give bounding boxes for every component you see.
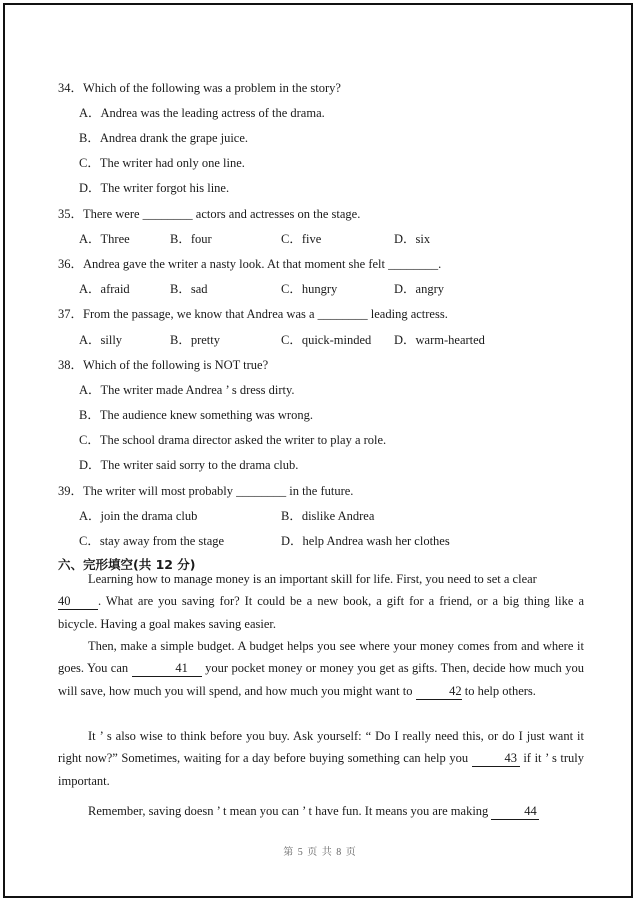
q39-option-c: C．stay away from the stage (79, 534, 225, 548)
p1-text-a: Learning how to manage money is an important skill for life. First, you need to set a clear (88, 572, 537, 586)
q34-option-b: B．Andrea drank the grape juice. (79, 131, 249, 145)
q38-option-d: D．The writer said sorry to the drama club. (79, 458, 299, 472)
q37-option-d: D．warm-hearted (394, 333, 485, 347)
p3-text-b: if it ’ s truly important. (58, 751, 585, 788)
p2-text-a: Then, make a simple budget. A budget helps you see where your money comes from and where it goes. You can (58, 639, 584, 676)
blank-44[interactable]: 44 (491, 804, 539, 820)
q37-option-b: B．pretty (170, 333, 220, 347)
blank-42[interactable]: 42 (416, 684, 462, 700)
q35-option-b: B．four (170, 232, 212, 246)
cloze-paragraph-2 (58, 635, 584, 702)
q36-option-a: A．afraid (79, 282, 130, 296)
blank-43[interactable]: 43 (472, 751, 520, 767)
section-heading: 六、完形填空(共 12 分) (58, 557, 196, 572)
page-number: 第 5 页 共 8 页 (283, 847, 357, 858)
question-35: 35．There were ________ actors and actresses on the stage. (58, 207, 361, 221)
q35-option-a: A．Three (79, 232, 130, 246)
q34-option-d: D．The writer forgot his line. (79, 181, 230, 195)
q34-option-a: A．Andrea was the leading actress of the drama. (79, 106, 325, 120)
q34-option-c: C．The writer had only one line. (79, 156, 245, 170)
p2-text-b: your pocket money or money you get as gifts. Then, decide how much you will save, how much you will spend, and how much you might want to (58, 661, 585, 698)
p3-text-a: It ’ s also wise to think before you buy. Ask yourself: “ Do I really need this, or do I just want it right now?” Sometimes, waiting for a day before buying something can help you (58, 729, 584, 766)
question-34: 34．Which of the following was a problem in the story? (58, 81, 341, 95)
p2-text-c: to help others. (464, 683, 536, 698)
blank-40[interactable]: 40 (58, 594, 98, 610)
q37-option-a: A．silly (79, 333, 123, 347)
q35-option-c: C．five (281, 232, 322, 246)
q39-option-a: A．join the drama club (79, 509, 198, 523)
question-36: 36．Andrea gave the writer a nasty look. At that moment she felt ________. (58, 257, 442, 271)
p4-text-a: Remember, saving doesn ’ t mean you can ’ t have fun. It means you are making (88, 804, 489, 818)
cloze-paragraph-1 (58, 568, 584, 635)
q39-option-b: B．dislike Andrea (281, 509, 375, 523)
q36-option-c: C．hungry (281, 282, 338, 296)
q36-option-d: D．angry (394, 282, 444, 296)
question-38: 38．Which of the following is NOT true? (58, 358, 269, 372)
question-37: 37．From the passage, we know that Andrea was a ________ leading actress. (58, 307, 448, 321)
q37-option-c: C．quick-minded (281, 333, 372, 347)
q39-option-d: D．help Andrea wash her clothes (281, 534, 450, 548)
p1-text-b: . What are you saving for? It could be a new book, a gift for a friend, or a big thing like a bicycle. Having a goal makes saving easier. (58, 594, 584, 631)
blank-41[interactable]: 41 (132, 661, 202, 677)
cloze-paragraph-3 (58, 725, 584, 792)
q38-option-a: A．The writer made Andrea ’ s dress dirty. (79, 383, 295, 397)
q36-option-b: B．sad (170, 282, 208, 296)
cloze-paragraph-4 (58, 800, 584, 822)
q35-option-d: D．six (394, 232, 431, 246)
q38-option-c: C．The school drama director asked the writer to play a role. (79, 433, 387, 447)
question-39: 39．The writer will most probably ________ in the future. (58, 484, 354, 498)
q38-option-b: B．The audience knew something was wrong. (79, 408, 313, 422)
